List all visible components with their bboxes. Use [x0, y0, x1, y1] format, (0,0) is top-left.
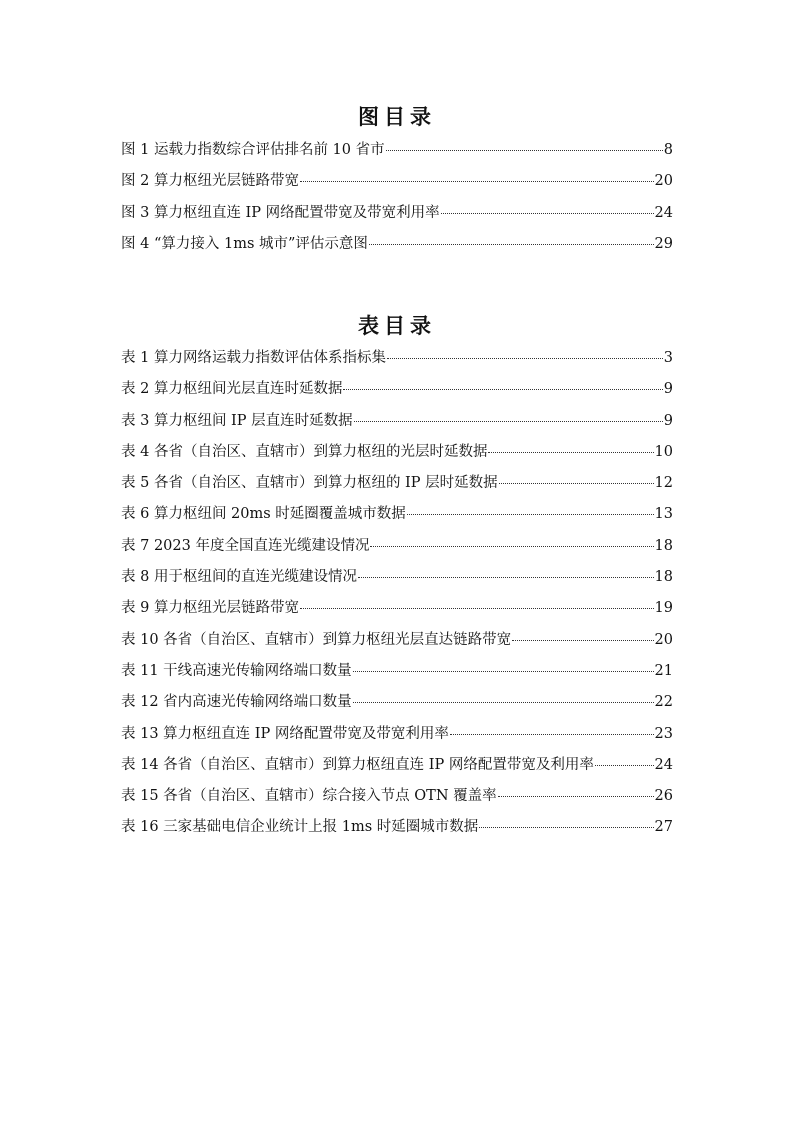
entry-label: 表 3 算力枢纽间 IP 层直连时延数据 [121, 412, 353, 429]
entry-label: 表 15 各省（自治区、直辖市）综合接入节点 OTN 覆盖率 [121, 788, 497, 805]
entry-label: 表 5 各省（自治区、直辖市）到算力枢纽的 IP 层时延数据 [121, 475, 498, 492]
entry-page-number: 18 [654, 569, 673, 586]
entry-page-number: 3 [663, 350, 673, 366]
entry-page-number: 20 [654, 631, 673, 648]
dot-leader [358, 576, 654, 578]
table-list-section [121, 313, 673, 850]
figure-list-title: 图目录 [358, 104, 436, 129]
entry-page-number: 18 [654, 537, 673, 554]
dot-leader [353, 670, 654, 672]
entry-label: 表 6 算力枢纽间 20ms 时延圈覆盖城市数据 [121, 506, 406, 523]
entry-page-number: 13 [654, 506, 673, 523]
figure-entry[interactable] [121, 204, 673, 235]
table-entry[interactable] [121, 412, 673, 443]
table-entry[interactable] [121, 474, 673, 505]
table-list [121, 349, 673, 850]
table-entry[interactable] [121, 380, 673, 411]
dot-leader [369, 243, 654, 245]
dot-leader [441, 212, 654, 214]
dot-leader [386, 149, 663, 151]
table-entry[interactable] [121, 349, 673, 380]
dot-leader [407, 513, 654, 515]
entry-label: 表 11 干线高速光传输网络端口数量 [121, 662, 352, 679]
entry-label: 图 1 运载力指数综合评估排名前 10 省市 [121, 142, 385, 158]
dot-leader [479, 826, 653, 828]
entry-label: 表 16 三家基础电信企业统计上报 1ms 时延圈城市数据 [121, 819, 479, 836]
figure-entry[interactable] [121, 172, 673, 203]
entry-label: 表 1 算力网络运载力指数评估体系指标集 [121, 350, 386, 366]
entry-label: 图 2 算力枢纽光层链路带宽 [121, 173, 299, 190]
table-list-title: 表目录 [358, 313, 436, 338]
entry-page-number: 9 [663, 381, 673, 398]
entry-page-number: 12 [654, 475, 673, 492]
figure-entry[interactable] [121, 141, 673, 172]
table-entry[interactable] [121, 756, 673, 787]
entry-page-number: 24 [654, 204, 673, 221]
entry-page-number: 22 [654, 694, 673, 711]
entry-page-number: 24 [654, 756, 673, 773]
entry-page-number: 20 [654, 173, 673, 190]
table-entry[interactable] [121, 599, 673, 630]
entry-label: 表 4 各省（自治区、直辖市）到算力枢纽的光层时延数据 [121, 443, 488, 460]
entry-label: 表 7 2023 年度全国直连光缆建设情况 [121, 537, 370, 554]
table-entry[interactable] [121, 662, 673, 693]
dot-leader [343, 388, 662, 390]
entry-label: 表 10 各省（自治区、直辖市）到算力枢纽光层直达链路带宽 [121, 631, 512, 648]
entry-page-number: 23 [654, 725, 673, 742]
entry-page-number: 29 [654, 235, 673, 252]
dot-leader [595, 764, 654, 766]
figure-entry[interactable] [121, 235, 673, 266]
table-entry[interactable] [121, 443, 673, 474]
entry-label: 表 14 各省（自治区、直辖市）到算力枢纽直连 IP 网络配置带宽及利用率 [121, 756, 594, 773]
dot-leader [450, 733, 654, 735]
dot-leader [353, 701, 654, 703]
dot-leader [354, 420, 663, 422]
dot-leader [370, 545, 653, 547]
entry-page-number: 26 [654, 788, 673, 805]
table-entry[interactable] [121, 505, 673, 536]
dot-leader [488, 451, 653, 453]
table-entry[interactable] [121, 537, 673, 568]
entry-page-number: 21 [654, 662, 673, 679]
entry-page-number: 9 [663, 412, 673, 429]
table-entry[interactable] [121, 725, 673, 756]
entry-label: 表 8 用于枢纽间的直连光缆建设情况 [121, 569, 357, 586]
figure-list-section [121, 104, 673, 266]
dot-leader [300, 607, 654, 609]
entry-page-number: 10 [654, 443, 673, 460]
entry-page-number: 27 [654, 819, 673, 836]
entry-label: 图 3 算力枢纽直连 IP 网络配置带宽及带宽利用率 [121, 204, 440, 221]
entry-page-number: 19 [654, 600, 673, 617]
dot-leader [300, 180, 654, 182]
dot-leader [512, 639, 653, 641]
entry-label: 表 9 算力枢纽光层链路带宽 [121, 600, 299, 617]
table-entry[interactable] [121, 568, 673, 599]
figure-list [121, 141, 673, 266]
table-entry[interactable] [121, 787, 673, 818]
entry-page-number: 8 [663, 142, 673, 158]
entry-label: 表 12 省内高速光传输网络端口数量 [121, 694, 352, 711]
table-entry[interactable] [121, 631, 673, 662]
table-entry[interactable] [121, 818, 673, 849]
entry-label: 图 4 “算力接入 1ms 城市”评估示意图 [121, 235, 368, 252]
dot-leader [387, 357, 663, 359]
table-entry[interactable] [121, 693, 673, 724]
entry-label: 表 2 算力枢纽间光层直连时延数据 [121, 381, 343, 398]
entry-label: 表 13 算力枢纽直连 IP 网络配置带宽及带宽利用率 [121, 725, 449, 742]
dot-leader [498, 795, 654, 797]
dot-leader [499, 482, 654, 484]
